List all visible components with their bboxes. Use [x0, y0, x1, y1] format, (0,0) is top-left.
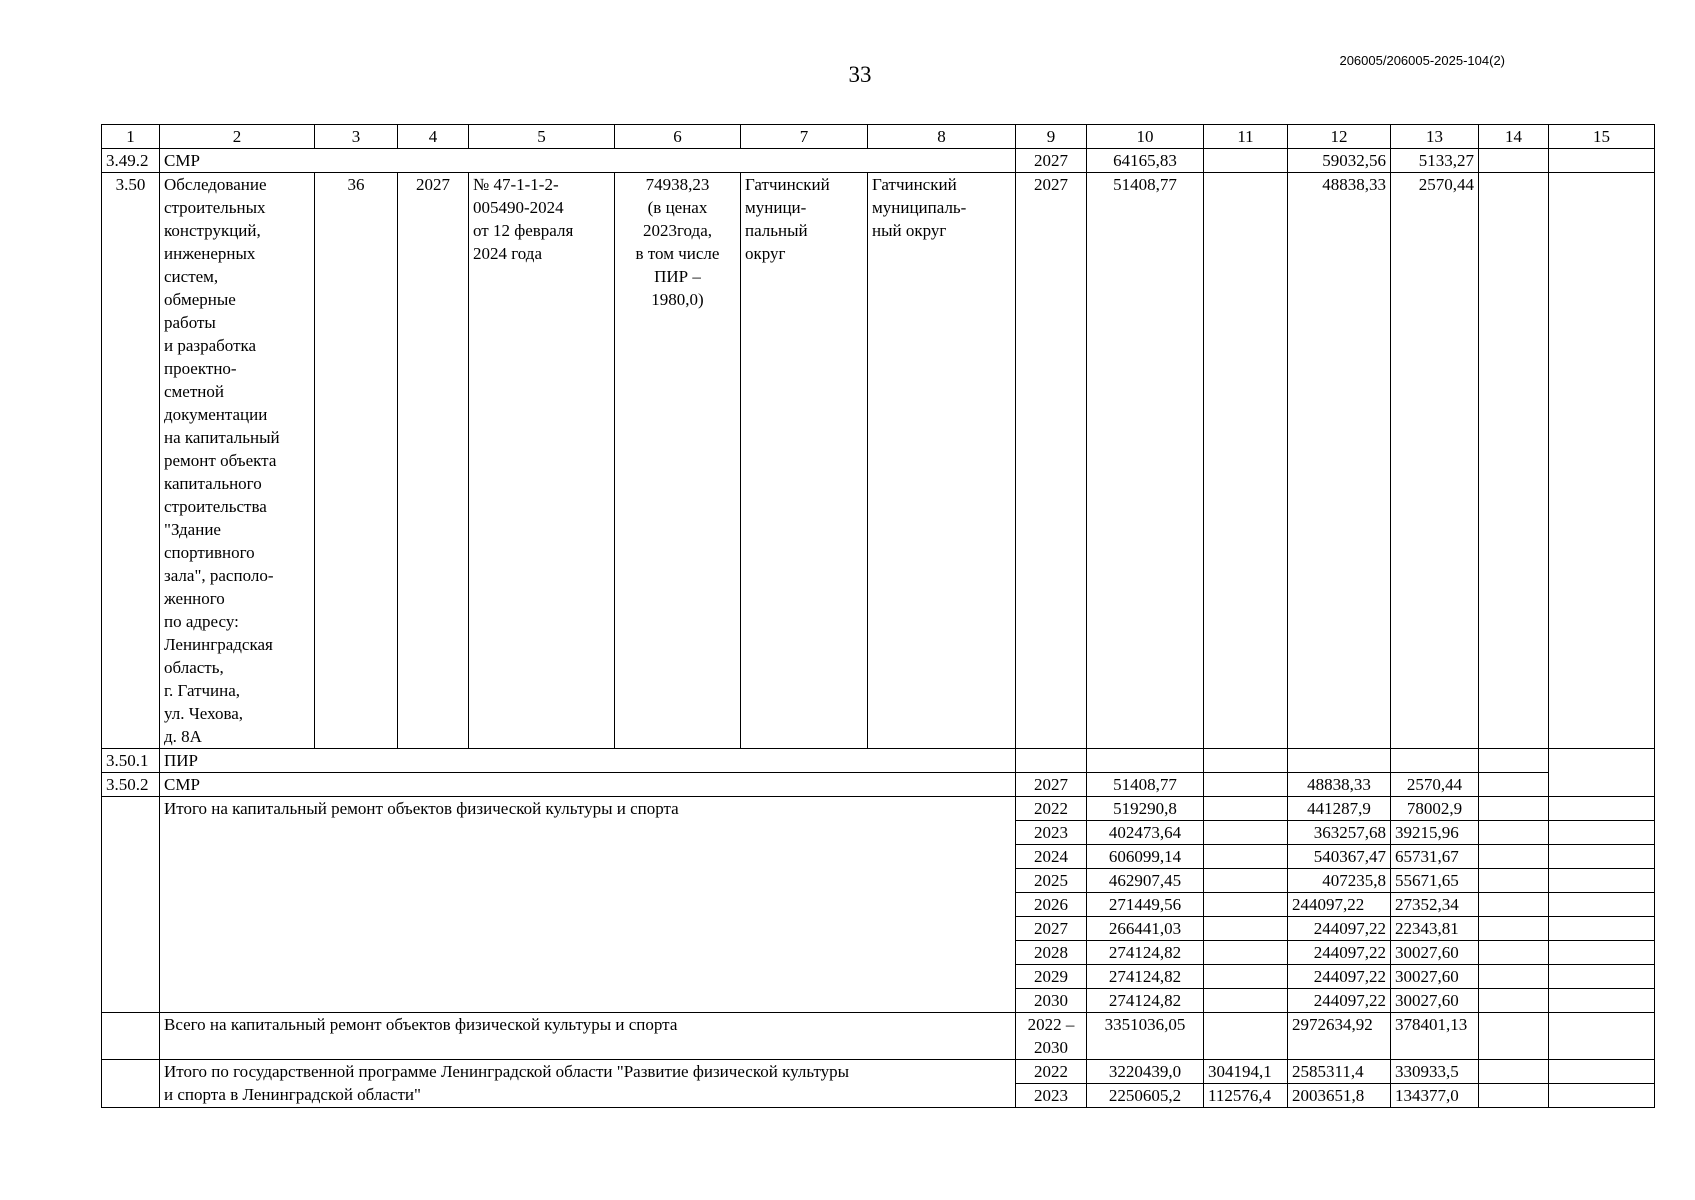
year-cell: 2022 — [1016, 1060, 1087, 1084]
year-cell: 2030 — [1016, 989, 1087, 1013]
row-name: СМР — [160, 773, 1016, 797]
empty-cell — [1479, 845, 1549, 869]
table-row-3-50 — [102, 173, 1655, 749]
header-cell: 5 — [469, 125, 615, 149]
year-cell: 2027 — [1016, 149, 1087, 173]
row-number: 3.50.1 — [102, 749, 160, 773]
header-cell: 1 — [102, 125, 160, 149]
regional-cell: 363257,68 — [1288, 821, 1391, 845]
federal-cell: 304194,1 — [1204, 1060, 1288, 1084]
regional-cell — [1288, 749, 1391, 773]
year-cell: 2027 — [1016, 773, 1087, 797]
regional-cell: 407235,8 — [1288, 869, 1391, 893]
header-cell: 3 — [315, 125, 398, 149]
grand-total-row — [102, 1013, 1655, 1060]
empty-cell — [1479, 821, 1549, 845]
customer-cell: Гатчинский муниципаль- ный округ — [868, 173, 1016, 749]
empty-cell — [1549, 749, 1655, 773]
local-cell: 30027,60 — [1391, 965, 1479, 989]
estimated-cost: 74938,23 (в ценах 2023года, в том числе ПИР – 1980,0) — [615, 173, 741, 749]
municipality-cell: Гатчинский муници- пальный округ — [741, 173, 868, 749]
year-cell: 2025 — [1016, 869, 1087, 893]
federal-cell — [1204, 917, 1288, 941]
federal-cell — [1204, 965, 1288, 989]
total-cell: 462907,45 — [1087, 869, 1204, 893]
table-row-3-50-1 — [102, 749, 1655, 773]
regional-cell: 48838,33 — [1288, 173, 1391, 749]
regional-cell: 540367,47 — [1288, 845, 1391, 869]
empty-cell — [1549, 893, 1655, 917]
header-cell: 12 — [1288, 125, 1391, 149]
empty-cell — [1549, 1060, 1655, 1084]
row-name: СМР — [160, 149, 1016, 173]
local-cell: 2570,44 — [1391, 173, 1479, 749]
regional-cell: 244097,22 — [1288, 941, 1391, 965]
page-number: 33 — [848, 62, 872, 87]
row-number: 3.50 — [102, 173, 160, 749]
header-cell: 8 — [868, 125, 1016, 149]
regional-cell: 244097,22 — [1288, 989, 1391, 1013]
total-cell: 271449,56 — [1087, 893, 1204, 917]
row-name: ПИР — [160, 749, 1016, 773]
total-cell: 3351036,05 — [1087, 1013, 1204, 1060]
program-table — [101, 124, 1655, 1108]
local-cell: 30027,60 — [1391, 989, 1479, 1013]
local-cell: 27352,34 — [1391, 893, 1479, 917]
federal-cell — [1204, 797, 1288, 821]
empty-cell — [1549, 941, 1655, 965]
header-cell: 15 — [1549, 125, 1655, 149]
header-cell: 11 — [1204, 125, 1288, 149]
empty-cell — [1549, 965, 1655, 989]
header-cell: 9 — [1016, 125, 1087, 149]
empty-cell — [1479, 149, 1549, 173]
local-cell: 78002,9 — [1391, 797, 1479, 821]
empty-cell — [1549, 149, 1655, 173]
regional-cell: 441287,9 — [1288, 797, 1391, 821]
total-cell: 51408,77 — [1087, 773, 1204, 797]
regional-cell: 2003651,8 — [1288, 1084, 1391, 1108]
local-cell: 65731,67 — [1391, 845, 1479, 869]
empty-cell — [1549, 821, 1655, 845]
total-cell: 606099,14 — [1087, 845, 1204, 869]
header-cell: 6 — [615, 125, 741, 149]
total-cell: 274124,82 — [1087, 965, 1204, 989]
empty-cell — [1549, 989, 1655, 1013]
header-cell: 13 — [1391, 125, 1479, 149]
empty-cell — [1479, 797, 1549, 821]
row-number: 3.49.2 — [102, 149, 160, 173]
federal-cell — [1204, 845, 1288, 869]
empty-cell — [1479, 173, 1549, 749]
document-code: 206005/206005-2025-104(2) — [1339, 53, 1505, 68]
empty-cell — [1479, 1013, 1549, 1060]
empty-number-cell — [102, 797, 160, 1013]
empty-cell — [1549, 797, 1655, 821]
expertise-conclusion: № 47-1-1-2- 005490-2024 от 12 февраля 2024 года — [469, 173, 615, 749]
empty-cell — [1479, 1060, 1549, 1084]
local-cell — [1391, 749, 1479, 773]
header-cell: 7 — [741, 125, 868, 149]
empty-cell — [1549, 869, 1655, 893]
total-cell: 266441,03 — [1087, 917, 1204, 941]
total-cell: 64165,83 — [1087, 149, 1204, 173]
local-cell: 30027,60 — [1391, 941, 1479, 965]
year-cell: 2028 — [1016, 941, 1087, 965]
empty-cell — [1479, 773, 1549, 797]
empty-cell — [1479, 1084, 1549, 1108]
year-cell: 2023 — [1016, 1084, 1087, 1108]
total-cell: 274124,82 — [1087, 989, 1204, 1013]
federal-cell — [1204, 941, 1288, 965]
total-cell: 51408,77 — [1087, 173, 1204, 749]
federal-cell — [1204, 773, 1288, 797]
empty-cell — [1549, 845, 1655, 869]
total-cell: 2250605,2 — [1087, 1084, 1204, 1108]
program-total-row — [102, 1060, 1655, 1084]
column-number-header-row — [102, 125, 1655, 149]
table-row-3-50-2 — [102, 773, 1655, 797]
regional-cell: 2585311,4 — [1288, 1060, 1391, 1084]
local-cell: 330933,5 — [1391, 1060, 1479, 1084]
empty-cell — [1479, 749, 1549, 773]
year-cell: 2029 — [1016, 965, 1087, 989]
object-description: Обследование строительных конструкций, инженерных систем, обмерные работы и разработка проектно- сметной документации на капитальный ремонт объекта капитального строительства "Здание спортивного зала", располо- женного по адресу: Ленинградская область, г. Гатчина, ул. Чехова, д. 8А — [160, 173, 315, 749]
local-cell: 5133,27 — [1391, 149, 1479, 173]
total-cell: 519290,8 — [1087, 797, 1204, 821]
empty-cell — [1479, 869, 1549, 893]
capacity-cell: 36 — [315, 173, 398, 749]
local-cell: 378401,13 — [1391, 1013, 1479, 1060]
federal-cell — [1204, 893, 1288, 917]
regional-cell: 244097,22 — [1288, 965, 1391, 989]
total-cell — [1087, 749, 1204, 773]
empty-cell — [1549, 917, 1655, 941]
federal-cell — [1204, 989, 1288, 1013]
program-total-label: Итого по государственной программе Ленинградской области "Развитие физической культуры и спорта в Ленинградской области" — [160, 1060, 1016, 1108]
federal-cell: 112576,4 — [1204, 1084, 1288, 1108]
table-row-3-49-2 — [102, 149, 1655, 173]
header-cell: 2 — [160, 125, 315, 149]
year-cell — [1016, 749, 1087, 773]
total-cell: 402473,64 — [1087, 821, 1204, 845]
local-cell: 55671,65 — [1391, 869, 1479, 893]
total-cell: 274124,82 — [1087, 941, 1204, 965]
year-cell: 2023 — [1016, 821, 1087, 845]
empty-cell — [1549, 1084, 1655, 1108]
federal-cell — [1204, 749, 1288, 773]
regional-cell: 2972634,92 — [1288, 1013, 1391, 1060]
regional-cell: 244097,22 — [1288, 917, 1391, 941]
year-cell: 2027 — [1016, 917, 1087, 941]
header-cell: 10 — [1087, 125, 1204, 149]
federal-cell — [1204, 173, 1288, 749]
subtotal-row — [102, 797, 1655, 821]
local-cell: 134377,0 — [1391, 1084, 1479, 1108]
federal-cell — [1204, 149, 1288, 173]
header-cell: 14 — [1479, 125, 1549, 149]
year-cell: 2024 — [1016, 845, 1087, 869]
local-cell: 39215,96 — [1391, 821, 1479, 845]
empty-cell — [1479, 893, 1549, 917]
year-cell: 2027 — [1016, 173, 1087, 749]
year-range-cell: 2022 – 2030 — [1016, 1013, 1087, 1060]
empty-number-cell — [102, 1013, 160, 1060]
empty-cell — [1479, 917, 1549, 941]
header-cell: 4 — [398, 125, 469, 149]
total-cell: 3220439,0 — [1087, 1060, 1204, 1084]
empty-cell — [1549, 173, 1655, 749]
year-cell: 2022 — [1016, 797, 1087, 821]
subtotal-label: Итого на капитальный ремонт объектов физической культуры и спорта — [160, 797, 1016, 1013]
federal-cell — [1204, 1013, 1288, 1060]
grand-total-label: Всего на капитальный ремонт объектов физической культуры и спорта — [160, 1013, 1016, 1060]
completion-year-cell: 2027 — [398, 173, 469, 749]
federal-cell — [1204, 821, 1288, 845]
regional-cell: 48838,33 — [1288, 773, 1391, 797]
empty-cell — [1549, 773, 1655, 797]
empty-cell — [1479, 941, 1549, 965]
empty-cell — [1549, 1013, 1655, 1060]
empty-cell — [1479, 965, 1549, 989]
regional-cell: 244097,22 — [1288, 893, 1391, 917]
local-cell: 22343,81 — [1391, 917, 1479, 941]
row-number: 3.50.2 — [102, 773, 160, 797]
federal-cell — [1204, 869, 1288, 893]
empty-cell — [1479, 989, 1549, 1013]
empty-number-cell — [102, 1060, 160, 1108]
regional-cell: 59032,56 — [1288, 149, 1391, 173]
local-cell: 2570,44 — [1391, 773, 1479, 797]
year-cell: 2026 — [1016, 893, 1087, 917]
